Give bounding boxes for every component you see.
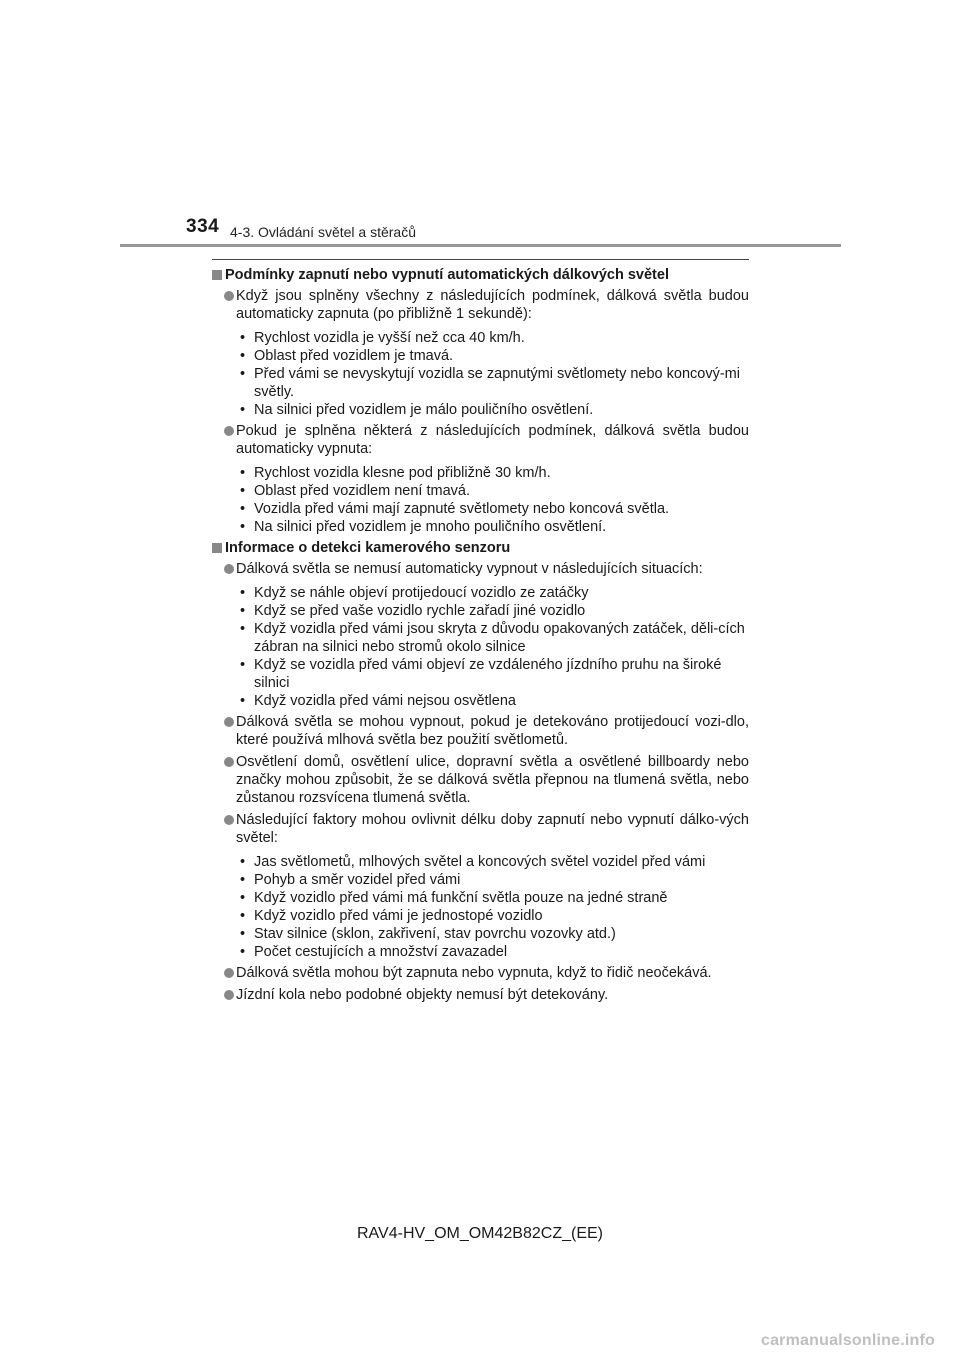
section-heading [212, 266, 749, 284]
page-number: 334 [186, 216, 220, 237]
section-heading [212, 539, 749, 557]
square-bullet-icon [212, 270, 222, 280]
bullet-list [212, 464, 749, 536]
bullet-dot-icon: • [240, 944, 246, 960]
bullet-dot-icon: • [240, 465, 246, 481]
section-heading-text: Informace o detekci kamerového senzoru [225, 540, 511, 556]
header-rule [120, 244, 841, 247]
section-heading-text: Podmínky zapnutí nebo vypnutí automatických dálkových světel [225, 267, 669, 283]
paragraph [212, 964, 749, 982]
paragraph [212, 287, 749, 323]
list-item-text: Když se před vaše vozidlo rychle zařadí jiné vozidlo [254, 603, 586, 619]
list-item [236, 464, 749, 482]
list-item-text: Stav silnice (sklon, zakřivení, stav povrchu vozovky atd.) [254, 926, 616, 942]
content-rule [212, 259, 749, 260]
paragraph [212, 753, 749, 807]
paragraph-text: Osvětlení domů, osvětlení ulice, dopravní světla a osvětlené billboardy nebo značky mohou způsobit, že se dálková světla přepnou na tlumená světla, nebo zůstanou rozsvícena tlumená světla. [236, 754, 749, 806]
bullet-dot-icon: • [240, 330, 246, 346]
list-item [236, 692, 749, 710]
bullet-dot-icon: • [240, 657, 246, 673]
list-item-text: Když vozidlo před vámi má funkční světla pouze na jedné straně [254, 890, 668, 906]
bullet-dot-icon: • [240, 501, 246, 517]
bullet-list [212, 329, 749, 419]
list-item-text: Když vozidla před vámi jsou skryta z důvodu opakovaných zatáček, děli-cích zábran na silnici nebo stromů okolo silnice [254, 621, 745, 655]
list-item [236, 500, 749, 518]
bullet-dot-icon: • [240, 926, 246, 942]
list-item [236, 584, 749, 602]
bullet-dot-icon: • [240, 348, 246, 364]
list-item-text: Když se vozidla před vámi objeví ze vzdáleného jízdního pruhu na široké silnici [254, 657, 722, 691]
list-item-text: Když vozidlo před vámi je jednostopé vozidlo [254, 908, 543, 924]
list-item [236, 620, 749, 656]
list-item [236, 347, 749, 365]
list-item-text: Pohyb a směr vozidel před vámi [254, 872, 461, 888]
paragraph-text: Dálková světla mohou být zapnuta nebo vypnuta, když to řidič neočekává. [236, 965, 712, 981]
bullet-dot-icon: • [240, 854, 246, 870]
bullet-dot-icon: • [240, 603, 246, 619]
bullet-list [212, 584, 749, 710]
list-item-text: Rychlost vozidla klesne pod přibližně 30 km/h. [254, 465, 551, 481]
list-item [236, 401, 749, 419]
list-item-text: Když se náhle objeví protijedoucí vozidlo ze zatáčky [254, 585, 589, 601]
list-item [236, 889, 749, 907]
bullet-list [212, 853, 749, 961]
section-title: 4-3. Ovládání světel a stěračů [230, 224, 416, 240]
paragraph [212, 422, 749, 458]
list-item-text: Na silnici před vozidlem je mnoho pouličního osvětlení. [254, 519, 607, 535]
list-item-text: Počet cestujících a množství zavazadel [254, 944, 508, 960]
list-item-text: Před vámi se nevyskytují vozidla se zapnutými světlomety nebo koncový-mi světly. [254, 366, 740, 400]
list-item-text: Jas světlometů, mlhových světel a koncových světel vozidel před vámi [254, 854, 706, 870]
circle-bullet-icon [224, 815, 234, 825]
circle-bullet-icon [224, 564, 234, 574]
paragraph-text: Následující faktory mohou ovlivnit délku doby zapnutí nebo vypnutí dálko-vých světel: [236, 812, 749, 846]
list-item [236, 365, 749, 401]
list-item [236, 602, 749, 620]
list-item-text: Vozidla před vámi mají zapnuté světlomety nebo koncová světla. [254, 501, 670, 517]
list-item [236, 943, 749, 961]
paragraph-text: Jízdní kola nebo podobné objekty nemusí být detekovány. [236, 987, 609, 1003]
list-item-text: Na silnici před vozidlem je málo pouličního osvětlení. [254, 402, 594, 418]
list-item-text: Oblast před vozidlem není tmavá. [254, 483, 470, 499]
list-item [236, 853, 749, 871]
bullet-dot-icon: • [240, 402, 246, 418]
paragraph-text: Dálková světla se nemusí automaticky vypnout v následujících situacích: [236, 561, 703, 577]
list-item [236, 656, 749, 692]
content-body [212, 263, 749, 1004]
list-item [236, 871, 749, 889]
paragraph-text: Když jsou splněny všechny z následujících podmínek, dálková světla budou automaticky zapnuta (po přibližně 1 sekundě): [236, 288, 749, 322]
paragraph [212, 713, 749, 749]
circle-bullet-icon [224, 291, 234, 301]
bullet-dot-icon: • [240, 483, 246, 499]
bullet-dot-icon: • [240, 519, 246, 535]
circle-bullet-icon [224, 426, 234, 436]
watermark: carmanualsonline.info [760, 1332, 935, 1349]
circle-bullet-icon [224, 717, 234, 727]
bullet-dot-icon: • [240, 693, 246, 709]
paragraph [212, 811, 749, 847]
list-item [236, 518, 749, 536]
list-item [236, 925, 749, 943]
bullet-dot-icon: • [240, 366, 246, 382]
list-item-text: Oblast před vozidlem je tmavá. [254, 348, 454, 364]
bullet-dot-icon: • [240, 585, 246, 601]
list-item-text: Když vozidla před vámi nejsou osvětlena [254, 693, 516, 709]
paragraph [212, 986, 749, 1004]
bullet-dot-icon: • [240, 890, 246, 906]
circle-bullet-icon [224, 990, 234, 1000]
bullet-dot-icon: • [240, 621, 246, 637]
square-bullet-icon [212, 543, 222, 553]
list-item-text: Rychlost vozidla je vyšší než cca 40 km/h. [254, 330, 525, 346]
paragraph [212, 560, 749, 578]
circle-bullet-icon [224, 757, 234, 767]
list-item [236, 907, 749, 925]
paragraph-text: Dálková světla se mohou vypnout, pokud je detekováno protijedoucí vozi-dlo, které používá mlhová světla bez použití světlometů. [236, 714, 749, 748]
bullet-dot-icon: • [240, 908, 246, 924]
list-item [236, 329, 749, 347]
footer-code: RAV4-HV_OM_OM42B82CZ_(EE) [357, 1225, 603, 1242]
circle-bullet-icon [224, 968, 234, 978]
list-item [236, 482, 749, 500]
bullet-dot-icon: • [240, 872, 246, 888]
paragraph-text: Pokud je splněna některá z následujících podmínek, dálková světla budou automaticky vypnuta: [236, 423, 749, 457]
